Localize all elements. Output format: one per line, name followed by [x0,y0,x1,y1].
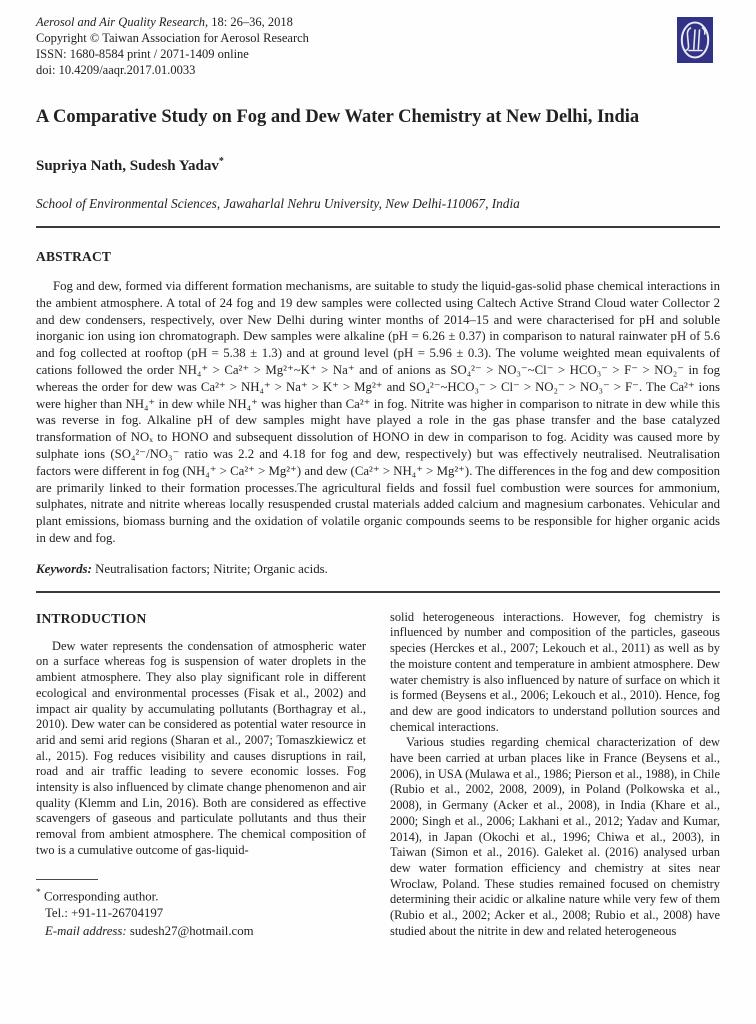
author-names: Supriya Nath, Sudesh Yadav [36,158,219,174]
column-left [36,610,366,941]
copyright-line: Copyright © Taiwan Association for Aerosol Research [36,31,309,45]
right-column-paragraph-1: solid heterogeneous interactions. However, fog chemistry is influenced by number and composition of the particles, gaseous species (Herckes et al., 2007; Lekouch et al., 2011) as well as by the moisture content and temperature in ambient atmosphere. Dew water chemistry is also influenced by nature of surface on which it is formed (Beysens et al., 2006; Lekouch et al., 2010). Hence, fog and dew are good indicators to understand pollution sources and chemical interactions. [390,609,720,734]
body-columns [36,610,720,941]
header [36,14,720,78]
column-right [390,610,720,941]
affiliation: School of Environmental Sciences, Jawaharlal Nehru University, New Delhi-110067, India [36,196,520,211]
keywords-text: Neutralisation factors; Nitrite; Organic acids. [91,561,328,576]
footnote-tel-line: Tel.: +91-11-26704197 [45,906,164,921]
authors-line [36,152,720,176]
divider-top [36,226,720,228]
corresponding-author-mark: * [218,156,224,167]
abstract-heading: ABSTRACT [36,249,112,264]
doi-line: doi: 10.4209/aaqr.2017.01.0033 [36,63,196,77]
paper-title: A Comparative Study on Fog and Dew Water Chemistry at New Delhi, India [36,107,640,127]
introduction-heading: INTRODUCTION [36,610,147,626]
keywords-label: Keywords: [36,561,92,576]
header-meta [36,14,677,78]
footnote-email-value: sudesh27@hotmail.com [126,923,254,938]
introduction-paragraph: Dew water represents the condensation of atmospheric water on a surface whereas fog is suspension of water droplets in the ambient atmosphere. They also play significant role in different ecological and environmental processes (Fisak et al., 2002) and impact air quality by accumulating pollutants (Borthagray et al., 2010). Dew water can be considered as potential water resource in arid and semi arid regions (Sharan et al., 2007; Tomaszkiewicz et al., 2015). Fog reduces visibility and causes disruptions in rail, road and air traffic leading to severe economic losses. Fog intensity is also influenced by climate change phenomenon and air quality (Klemm and Lin, 2016). Both are considered as effective scavengers of gaseous and particulate pollutants and thus their removal from ambient atmosphere. The chemical composition of two is a cumulative outcome of gas-liquid- [36,638,366,857]
footnote-divider [36,879,98,880]
journal-name: Aerosol and Air Quality Research [36,15,205,29]
journal-issue-pages: , 18: 26–36, 2018 [204,15,293,29]
divider-bottom [36,591,720,593]
keywords-line [36,561,720,578]
issn-line: ISSN: 1680-8584 print / 2071-1409 online [36,47,249,61]
abstract-text: Fog and dew, formed via different formation mechanisms, are suitable to study the liquid-gas-solid phase chemical interactions in the ambient atmosphere. A total of 24 fog and 19 dew samples were collected using Caltech Active Strand Cloud water Collector 2 and dew condensers, respectively, over New Delhi during winter months of 2014–15 and were characterised for pH and soluble inorganic ion using ion chromatograph. Dew samples were alkaline (pH = 6.26 ± 0.37) in comparison to natural rainwater pH of 5.6 and fog collected at rooftop (pH = 5.38 ± 1.3) and at ground level (pH = 5.96 ± 0.3). The volume weighted mean equivalents of cations followed the order NH₄⁺ > Ca²⁺ > Mg²⁺~K⁺ > Na⁺ and of anions as SO₄²⁻ > NO₃⁻~Cl⁻ > HCO₃⁻ > F⁻ > NO₂⁻ in fog whereas the order for dew was Ca²⁺ > NH₄⁺ > Na⁺ > K⁺ > Mg²⁺ and SO₄²⁻~HCO₃⁻ > Cl⁻ > NO₂⁻ > NO₃⁻ > F⁻. The Ca²⁺ ions were higher than NH₄⁺ in dew while NH₄⁺ was higher than Ca²⁺ in fog. Nitrite was higher in comparison to nitrate in dew while this was reverse in fog. Alkaline pH of dew samples might have played a role in the gas phase transfer and the base catalyzed transformation of NOₓ to HONO and subsequent dissolution of HONO in dew in comparison to fog. Acidity was caused more by sulphate ions (SO₄²⁻/NO₃⁻ ratio was 2.2 and 4.18 for fog and dew, respectively) but was effectively neutralised. Neutralisation factors were different in fog (NH₄⁺ > Ca²⁺ > Mg²⁺) and dew (Ca²⁺ > NH₄⁺ > Mg²⁺). The differences in the fog and dew composition are primarily linked to their formation processes.The agricultural fields and fossil fuel combustion were sources for ammonium, sulphates, nitrate and nitrite whereas locally resuspended crustal materials added calcium and magnesium carbonates. Vehicular and plant emissions, biomass burning and the oxidation of volatile organic compounds seems to be responsible for higher organic acids in dew and fog. [36,279,720,545]
footnote-email-line [36,923,366,941]
footnote-email-label: E-mail address: [45,923,127,938]
footnote-corresponding-text: Corresponding author. [40,888,159,903]
journal-citation-line [36,14,677,30]
journal-logo-icon [677,17,713,63]
footnote-corresponding-line [36,885,366,906]
right-column-paragraph-2: Various studies regarding chemical characterization of dew have been carried at urban places like in France (Beysens et al., 2006), in USA (Mulawa et al., 1986; Pierson et al., 1988), in Chile (Rubio et al., 2002, 2008, 2009), in Poland (Polkowska et al., 2008), in Germany (Acker et al., 2008), in India (Khare et al., 2000; Singh et al., 2006; Lakhani et al., 2012; Yadav and Kumar, 2014), in Japan (Okochi et al., 1996; Chiwa et al., 2003), in Taiwan (Simon et al., 2016). Galeket al. (2016) analysed urban dew water formation efficiency and chemistry at sites near Wroclaw, Poland. These studies remained focused on chemistry determining their acidic or alkaline nature while very few of them (Rubio et al., 2002; Acker et al., 2008; Rubio et al., 2008) have studied about the nitrite in dew and related heterogeneous [390,735,720,938]
footnote-mark: * [36,887,41,898]
footnote [36,879,366,941]
